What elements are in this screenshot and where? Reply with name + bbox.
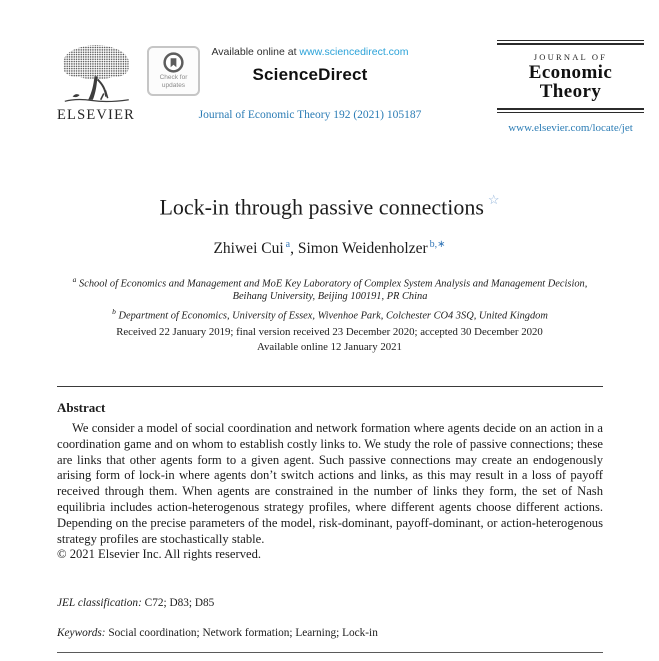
author-affiliation-ref[interactable]: b,∗: [429, 239, 446, 250]
jel-classification-line: [57, 597, 214, 609]
sciencedirect-logo: ScienceDirect: [252, 65, 368, 84]
abstract-body: [57, 421, 603, 563]
check-badge-label-line1: Check for: [159, 74, 188, 81]
journal-kicker: JOURNAL OF: [533, 52, 608, 62]
masthead-bottom-rule: [497, 108, 644, 113]
check-updates-icon: [163, 52, 184, 73]
keywords-values: Social coordination; Network formation; Learning; Lock-in: [108, 627, 378, 639]
available-online-prefix: Available online at: [211, 46, 300, 58]
author-name: Simon Weidenholzer: [297, 240, 428, 258]
header-center: [193, 46, 427, 85]
sciencedirect-link[interactable]: www.sciencedirect.com: [299, 46, 409, 58]
affiliation-label: a: [72, 275, 77, 284]
author-name: Zhiwei Cui: [213, 240, 284, 258]
jel-values: C72; D83; D85: [144, 597, 215, 609]
elsevier-logo: [52, 42, 140, 124]
received-history-line: Received 22 January 2019; final version received 23 December 2020; accepted 30 December 2020: [116, 326, 543, 338]
available-online-date: Available online 12 January 2021: [257, 341, 402, 353]
copyright-line: © 2021 Elsevier Inc. All rights reserved.: [57, 547, 262, 562]
elsevier-wordmark: ELSEVIER: [56, 107, 136, 123]
journal-masthead: [497, 40, 644, 134]
journal-name: Economic Theory: [528, 62, 613, 102]
affiliations: [57, 273, 603, 325]
journal-homepage-link[interactable]: www.elsevier.com/locate/jet: [508, 122, 633, 134]
article-title: Lock-in through passive connections ☆: [159, 192, 500, 220]
affiliation-b: $^b$ Department of Economics, University of Essex, Wivenhoe Park, Colchester CO4 3SQ, United Kingdom: [112, 307, 548, 322]
affiliation-a: $^a$ School of Economics and Management and MoE Key Laboratory of Complex System Analysis and Management Decision, Beihang University, Beijing 100191, PR China: [72, 275, 588, 303]
divider-bottom: [57, 652, 603, 653]
affiliation-label: b: [112, 307, 116, 317]
available-online-line: [193, 46, 427, 58]
author-affiliation-ref[interactable]: a: [285, 239, 291, 250]
abstract-heading: Abstract: [57, 400, 106, 415]
jel-label: JEL classification:: [57, 597, 142, 609]
masthead-top-rule: [497, 40, 644, 45]
keywords-line: [57, 627, 378, 639]
elsevier-tree-icon: [57, 42, 135, 106]
keywords-label: Keywords:: [57, 627, 106, 639]
divider-top: [57, 386, 603, 387]
journal-citation-link[interactable]: Journal of Economic Theory 192 (2021) 105187: [198, 109, 422, 121]
authors-separator: ,: [290, 240, 298, 258]
title-footnote-star-icon[interactable]: ☆: [487, 192, 500, 207]
authors-line: [0, 239, 659, 258]
abstract-text: We consider a model of social coordination and network formation where agents decide on an action in a coordination game and on whom to establish costly links to. We study the role of passive connections; these are links that other agents form to a given agent. Such passive connections may create an endogenously arising form of lock-in where agents don’t switch actions and links, as this may result in a loss of payoff received through them. When agents are constrained in the number of links they form, the set of Nash equilibria includes action-heterogenous strategy profiles, where different agents choose different actions. Depending on the precise parameters of the model, risk-dominant, payoff-dominant, or action-heterogenous strategy profiles are stochastically stable.: [57, 421, 603, 546]
check-badge-label-line2: updates: [161, 81, 186, 89]
